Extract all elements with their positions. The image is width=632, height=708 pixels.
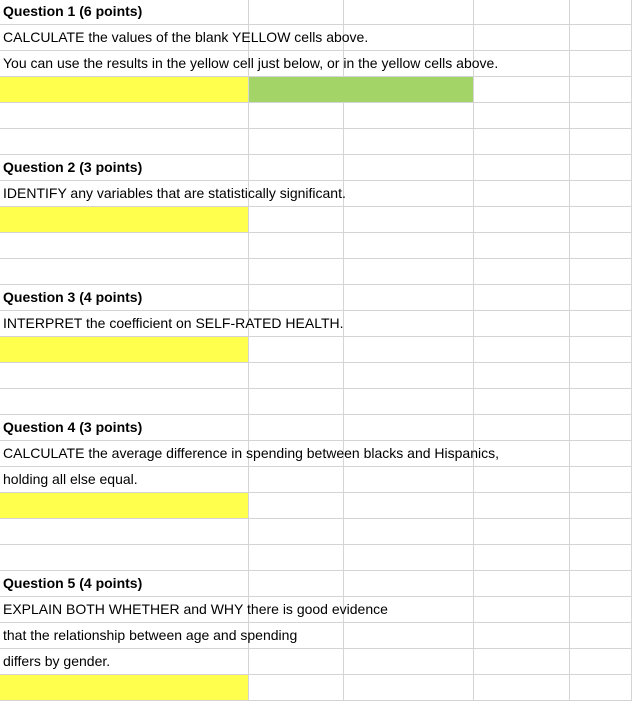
question-text: CALCULATE the values of the blank YELLOW cells above. <box>3 29 369 45</box>
sheet-cell[interactable] <box>344 545 474 571</box>
sheet-cell[interactable] <box>249 545 344 571</box>
sheet-cell[interactable] <box>474 363 570 389</box>
sheet-row <box>0 675 632 701</box>
sheet-row <box>0 259 632 285</box>
sheet-cell[interactable] <box>0 129 249 155</box>
sheet-cell[interactable] <box>570 51 632 77</box>
sheet-cell[interactable] <box>249 233 344 259</box>
sheet-cell[interactable] <box>570 259 632 285</box>
question-text: holding all else equal. <box>3 471 138 487</box>
sheet-cell[interactable] <box>249 285 344 311</box>
sheet-cell[interactable] <box>344 467 474 493</box>
sheet-cell[interactable] <box>474 623 570 649</box>
sheet-row <box>0 155 632 181</box>
sheet-cell[interactable] <box>570 77 632 103</box>
sheet-cell[interactable] <box>474 545 570 571</box>
question-heading: Question 4 (3 points) <box>3 419 143 435</box>
sheet-cell[interactable] <box>570 597 632 623</box>
sheet-cell[interactable] <box>249 207 344 233</box>
sheet-cell[interactable] <box>0 545 249 571</box>
sheet-cell[interactable] <box>344 337 474 363</box>
sheet-row <box>0 337 632 363</box>
sheet-cell[interactable] <box>474 415 570 441</box>
sheet-cell[interactable] <box>249 519 344 545</box>
sheet-cell[interactable] <box>474 207 570 233</box>
sheet-cell[interactable] <box>344 181 474 207</box>
sheet-row <box>0 285 632 311</box>
sheet-cell[interactable] <box>474 25 570 51</box>
sheet-row <box>0 311 632 337</box>
sheet-cell[interactable] <box>474 649 570 675</box>
sheet-cell[interactable] <box>570 415 632 441</box>
answer-cell-yellow[interactable] <box>0 493 249 519</box>
sheet-row <box>0 649 632 675</box>
sheet-cell[interactable] <box>344 571 474 597</box>
question-heading: Question 3 (4 points) <box>3 289 143 305</box>
sheet-row <box>0 415 632 441</box>
sheet-cell[interactable] <box>570 337 632 363</box>
sheet-cell[interactable] <box>0 103 249 129</box>
sheet-cell[interactable] <box>0 363 249 389</box>
sheet-cell[interactable] <box>0 259 249 285</box>
sheet-row <box>0 545 632 571</box>
sheet-row <box>0 467 632 493</box>
sheet-cell[interactable] <box>570 675 632 701</box>
sheet-cell[interactable] <box>570 389 632 415</box>
sheet-cell[interactable] <box>344 389 474 415</box>
sheet-cell[interactable] <box>249 259 344 285</box>
sheet-cell[interactable] <box>570 519 632 545</box>
sheet-cell[interactable] <box>344 675 474 701</box>
sheet-cell[interactable] <box>344 259 474 285</box>
sheet-cell[interactable] <box>474 389 570 415</box>
sheet-cell[interactable] <box>249 415 344 441</box>
answer-cell-yellow[interactable] <box>0 337 249 363</box>
sheet-row <box>0 363 632 389</box>
question-text: differs by gender. <box>3 653 111 669</box>
sheet-row <box>0 597 632 623</box>
question-text: that the relationship between age and spending <box>3 627 298 643</box>
question-text: INTERPRET the coefficient on SELF-RATED HEALTH. <box>3 315 344 331</box>
sheet-cell[interactable] <box>570 363 632 389</box>
sheet-cell[interactable] <box>474 467 570 493</box>
sheet-cell[interactable] <box>344 155 474 181</box>
question-heading: Question 2 (3 points) <box>3 159 143 175</box>
sheet-row <box>0 389 632 415</box>
sheet-cell[interactable] <box>474 103 570 129</box>
sheet-cell[interactable] <box>344 493 474 519</box>
sheet-cell[interactable] <box>249 649 344 675</box>
sheet-cell[interactable] <box>344 0 474 25</box>
sheet-row <box>0 441 632 467</box>
sheet-cell[interactable] <box>344 207 474 233</box>
question-heading: Question 5 (4 points) <box>3 575 143 591</box>
sheet-row <box>0 571 632 597</box>
sheet-cell[interactable] <box>570 233 632 259</box>
sheet-cell[interactable] <box>474 571 570 597</box>
sheet-cell[interactable] <box>344 415 474 441</box>
sheet-cell[interactable] <box>474 519 570 545</box>
sheet-cell[interactable] <box>474 493 570 519</box>
sheet-row <box>0 493 632 519</box>
sheet-row <box>0 129 632 155</box>
question-text: IDENTIFY any variables that are statistically significant. <box>3 185 346 201</box>
sheet-cell[interactable] <box>570 285 632 311</box>
sheet-row <box>0 103 632 129</box>
sheet-cell[interactable] <box>570 441 632 467</box>
sheet-cell[interactable] <box>344 129 474 155</box>
answer-cell-yellow[interactable] <box>0 675 249 701</box>
sheet-cell[interactable] <box>249 493 344 519</box>
sheet-cell[interactable] <box>249 0 344 25</box>
sheet-cell[interactable] <box>249 337 344 363</box>
sheet-cell[interactable] <box>474 181 570 207</box>
sheet-cell[interactable] <box>474 129 570 155</box>
sheet-cell[interactable] <box>570 129 632 155</box>
sheet-row <box>0 207 632 233</box>
answer-cell-yellow[interactable] <box>0 77 249 103</box>
sheet-cell[interactable] <box>249 103 344 129</box>
answer-cell-green[interactable] <box>344 77 474 103</box>
sheet-cell[interactable] <box>570 649 632 675</box>
sheet-cell[interactable] <box>570 155 632 181</box>
sheet-cell[interactable] <box>344 623 474 649</box>
sheet-cell[interactable] <box>344 649 474 675</box>
sheet-cell[interactable] <box>249 675 344 701</box>
sheet-cell[interactable] <box>249 571 344 597</box>
sheet-cell[interactable] <box>474 597 570 623</box>
sheet-cell[interactable] <box>570 571 632 597</box>
sheet-cell[interactable] <box>474 0 570 25</box>
sheet-cell[interactable] <box>0 389 249 415</box>
sheet-cell[interactable] <box>344 519 474 545</box>
question-text: CALCULATE the average difference in spending between blacks and Hispanics, <box>3 445 499 461</box>
sheet-row <box>0 519 632 545</box>
sheet-cell[interactable] <box>344 233 474 259</box>
sheet-row <box>0 181 632 207</box>
answer-cell-yellow[interactable] <box>0 207 249 233</box>
sheet-cell[interactable] <box>474 675 570 701</box>
sheet-cell[interactable] <box>570 25 632 51</box>
sheet-cell[interactable] <box>474 259 570 285</box>
sheet-cell[interactable] <box>249 155 344 181</box>
sheet-row <box>0 0 632 25</box>
sheet-cell[interactable] <box>344 285 474 311</box>
sheet-cell[interactable] <box>249 129 344 155</box>
sheet-cell[interactable] <box>570 623 632 649</box>
sheet-cell[interactable] <box>570 493 632 519</box>
sheet-cell[interactable] <box>570 467 632 493</box>
sheet-cell[interactable] <box>344 311 474 337</box>
sheet-cell[interactable] <box>474 77 570 103</box>
answer-cell-green[interactable] <box>249 77 344 103</box>
sheet-row <box>0 25 632 51</box>
sheet-cell[interactable] <box>344 103 474 129</box>
sheet-cell[interactable] <box>474 155 570 181</box>
sheet-cell[interactable] <box>570 311 632 337</box>
sheet-cell[interactable] <box>474 311 570 337</box>
sheet-cell[interactable] <box>474 233 570 259</box>
sheet-row <box>0 623 632 649</box>
sheet-cell[interactable] <box>0 519 249 545</box>
sheet-cell[interactable] <box>570 207 632 233</box>
sheet-cell[interactable] <box>570 545 632 571</box>
sheet-cell[interactable] <box>0 233 249 259</box>
question-text: You can use the results in the yellow cell just below, or in the yellow cells above. <box>3 55 499 71</box>
sheet-cell[interactable] <box>474 285 570 311</box>
sheet-cell[interactable] <box>474 337 570 363</box>
sheet-cell[interactable] <box>570 0 632 25</box>
sheet-cell[interactable] <box>570 181 632 207</box>
sheet-cell[interactable] <box>249 389 344 415</box>
sheet-cell[interactable] <box>249 467 344 493</box>
sheet-cell[interactable] <box>570 103 632 129</box>
question-text: EXPLAIN BOTH WHETHER and WHY there is good evidence <box>3 601 388 617</box>
sheet-row <box>0 51 632 77</box>
sheet-row <box>0 233 632 259</box>
sheet-cell[interactable] <box>344 363 474 389</box>
sheet-cell[interactable] <box>249 363 344 389</box>
question-heading: Question 1 (6 points) <box>3 3 143 19</box>
sheet-row <box>0 77 632 103</box>
